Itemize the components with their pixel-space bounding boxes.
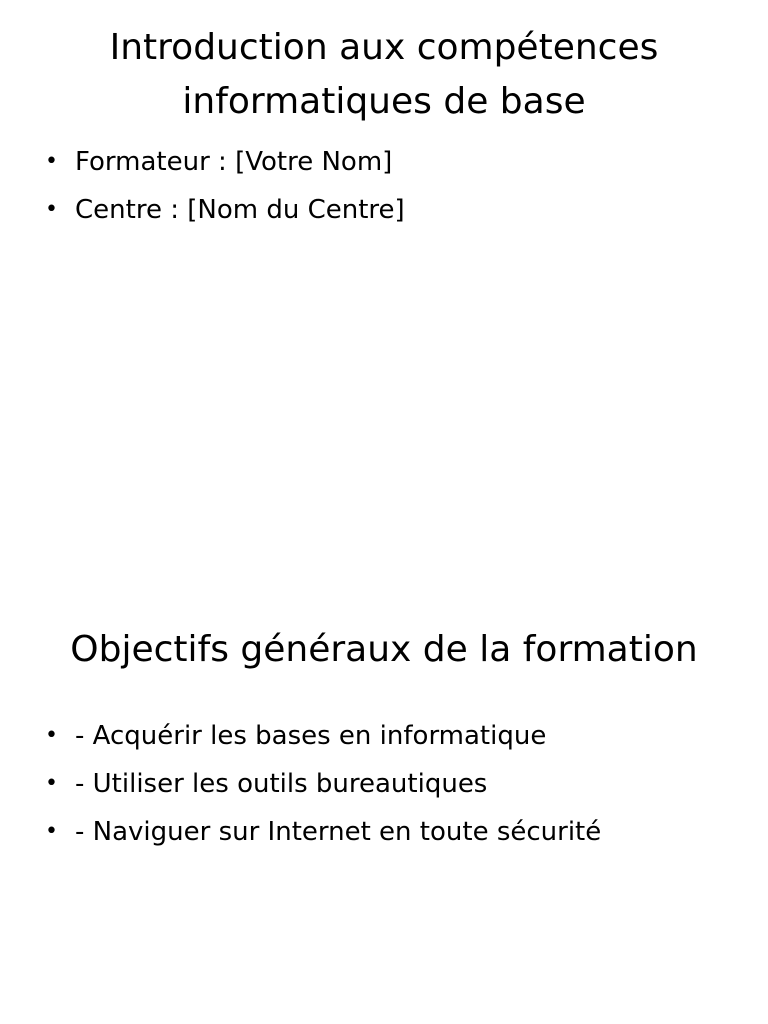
bullet-icon: •: [45, 723, 58, 748]
slide-title: [24, 21, 744, 129]
title-line-1: Introduction aux compétences: [109, 27, 659, 68]
bullet-icon: •: [45, 819, 58, 844]
bullet-list: [45, 138, 745, 234]
list-item-text: - Utiliser les outils bureautiques: [75, 769, 488, 799]
list-item: [45, 808, 745, 856]
slide-objectives: [0, 512, 768, 1024]
list-item-center: [45, 186, 745, 234]
list-item-text: Formateur : [Votre Nom]: [75, 147, 393, 177]
list-item: [45, 712, 745, 760]
list-item-text: - Naviguer sur Internet en toute sécurité: [75, 817, 602, 847]
title-line-2: informatiques de base: [182, 81, 586, 122]
list-item-trainer: [45, 138, 745, 186]
bullet-list: [45, 712, 745, 856]
bullet-icon: •: [45, 149, 58, 174]
list-item: [45, 760, 745, 808]
list-item-text: - Acquérir les bases en informatique: [75, 721, 547, 751]
bullet-icon: •: [45, 197, 58, 222]
bullet-icon: •: [45, 771, 58, 796]
slide-title: Objectifs généraux de la formation: [70, 629, 698, 670]
list-item-text: Centre : [Nom du Centre]: [75, 195, 405, 225]
